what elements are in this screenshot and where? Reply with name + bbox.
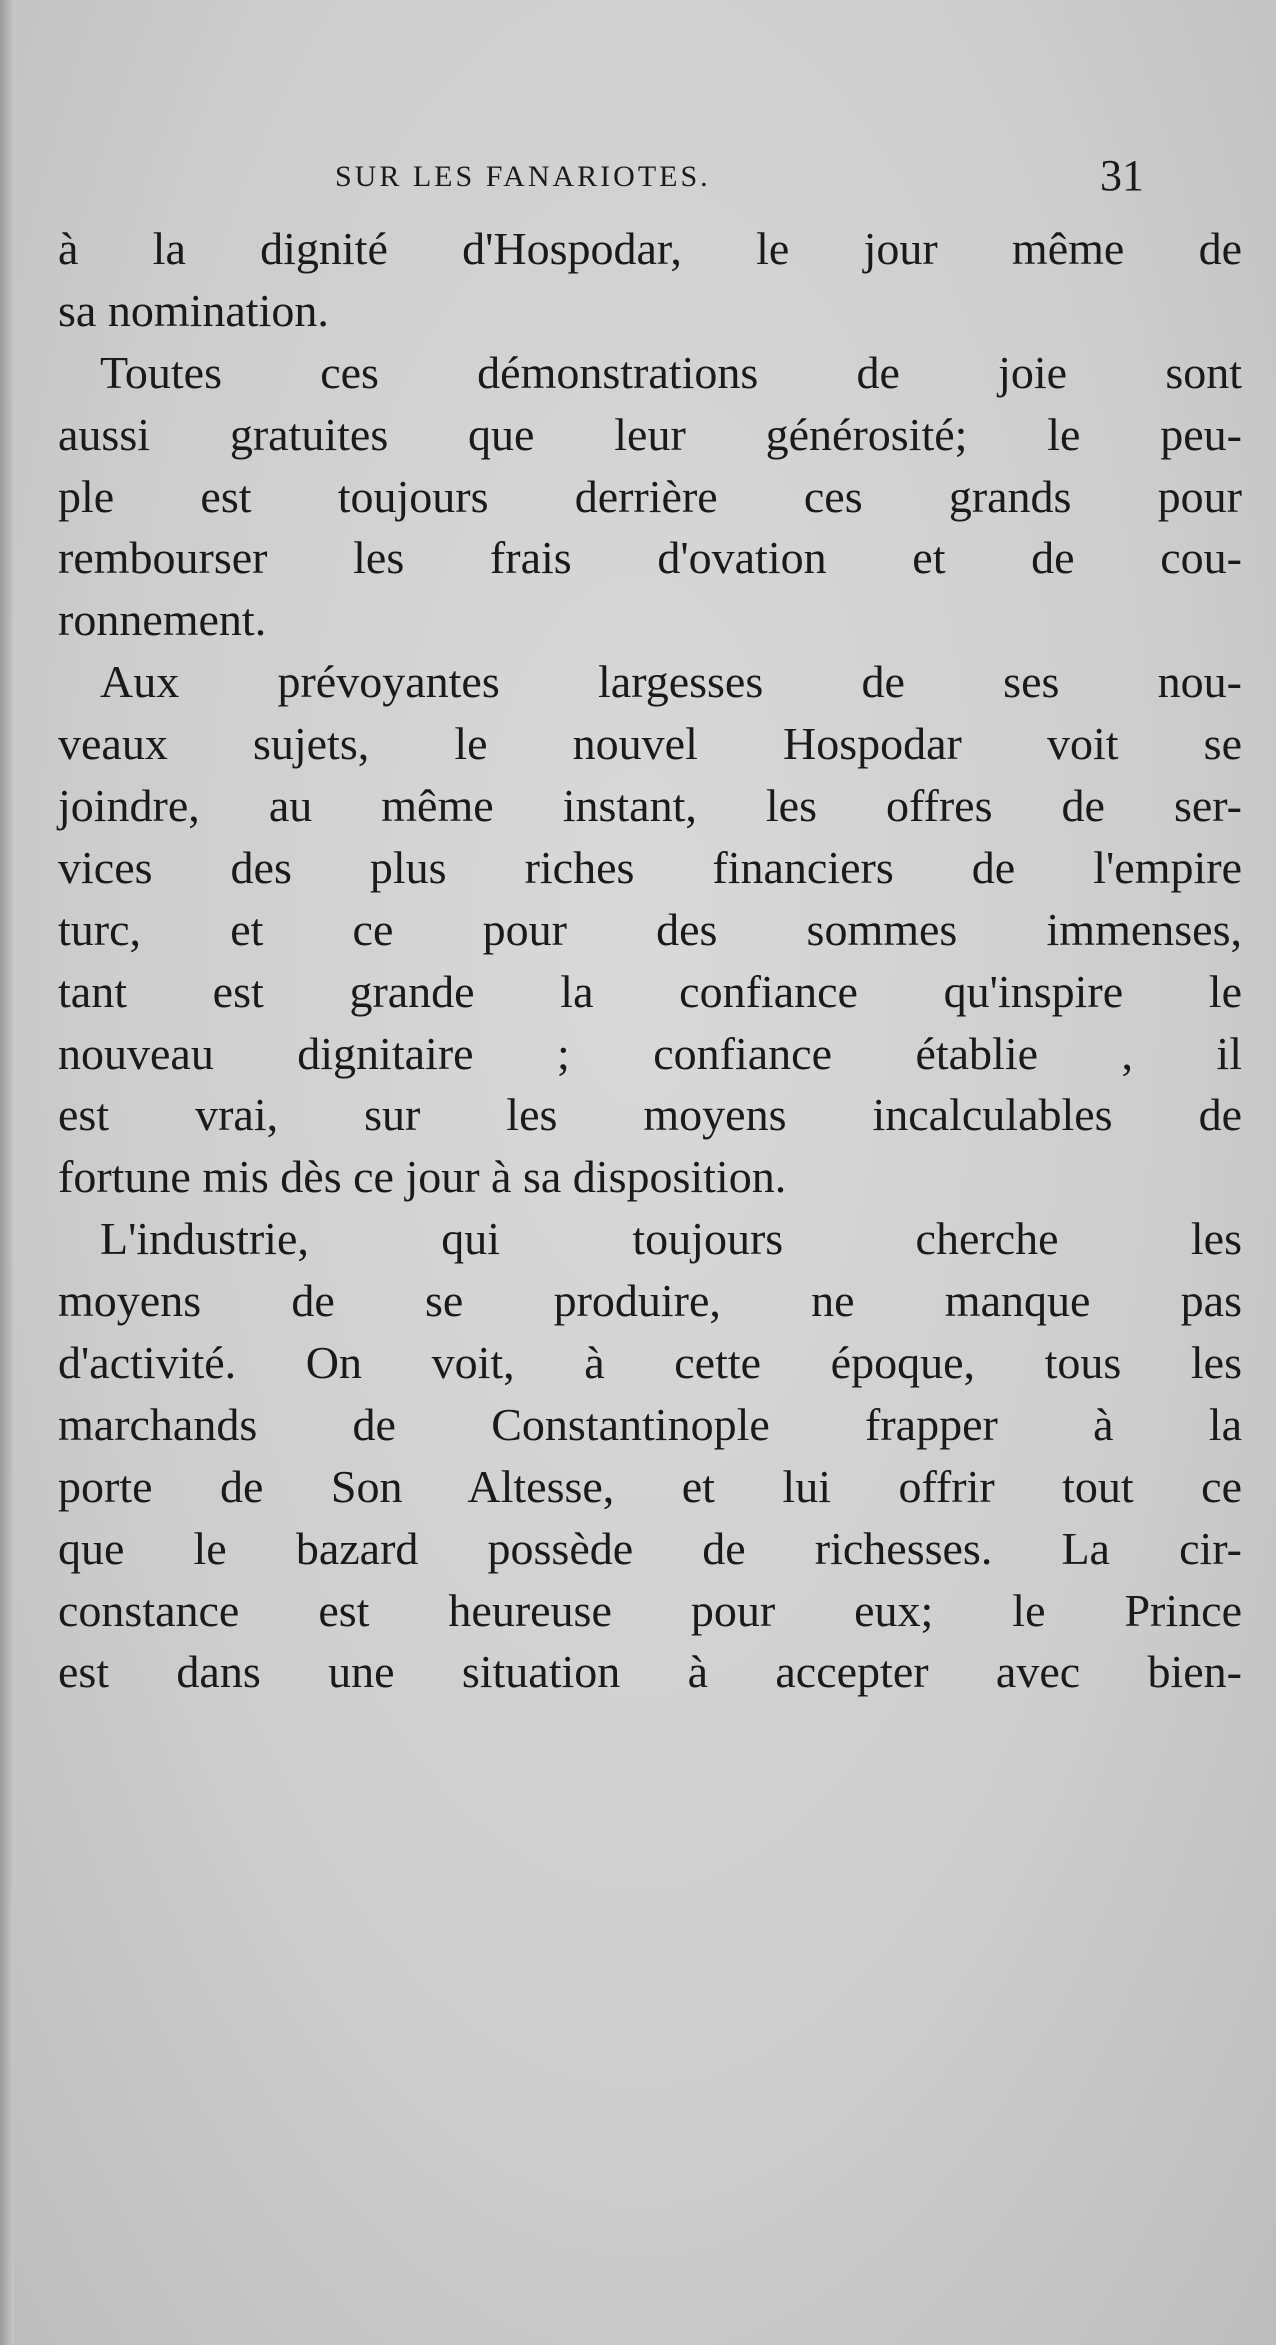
text-line: fortune mis dès ce jour à sa disposition. xyxy=(58,1151,787,1203)
text-line: joindre, au même instant, les offres de ser- xyxy=(58,780,1242,832)
text-line: tant est grande la confiance qu'inspire le xyxy=(58,965,1242,1017)
text-line: L'industrie, qui toujours cherche les xyxy=(100,1213,1242,1265)
text-line: Aux prévoyantes largesses de ses nou- xyxy=(100,656,1242,708)
text-line: est vrai, sur les moyens incalculables de xyxy=(58,1089,1242,1141)
running-title: SUR LES FANARIOTES. xyxy=(335,160,711,193)
text-line: Toutes ces démonstrations de joie sont xyxy=(100,346,1242,398)
text-line: ple est toujours derrière ces grands pour xyxy=(58,470,1242,522)
text-line: que le bazard possède de richesses. La cir- xyxy=(58,1522,1242,1574)
body-text xyxy=(58,218,1242,1703)
text-line: d'activité. On voit, à cette époque, tous les xyxy=(58,1337,1242,1389)
text-line: turc, et ce pour des sommes immenses, xyxy=(58,903,1242,955)
text-line: aussi gratuites que leur générosité; le peu- xyxy=(58,408,1242,460)
text-line: porte de Son Altesse, et lui offrir tout ce xyxy=(58,1460,1242,1512)
text-line: rembourser les frais d'ovation et de cou- xyxy=(58,532,1242,584)
text-line: veaux sujets, le nouvel Hospodar voit se xyxy=(58,718,1242,770)
page-edge-shadow xyxy=(0,0,14,2345)
text-line: marchands de Constantinople frapper à la xyxy=(58,1398,1242,1450)
text-line: nouveau dignitaire ; confiance établie , il xyxy=(58,1027,1242,1079)
text-line: ronnement. xyxy=(58,594,267,646)
text-line: sa nomination. xyxy=(58,284,329,336)
text-line: constance est heureuse pour eux; le Prince xyxy=(58,1584,1242,1636)
page-number: 31 xyxy=(1100,151,1144,200)
text-line: à la dignité d'Hospodar, le jour même de xyxy=(58,223,1242,274)
text-line: vices des plus riches financiers de l'empire xyxy=(58,841,1242,893)
text-line: moyens de se produire, ne manque pas xyxy=(58,1275,1242,1327)
text-line: est dans une situation à accepter avec bien- xyxy=(58,1646,1242,1698)
